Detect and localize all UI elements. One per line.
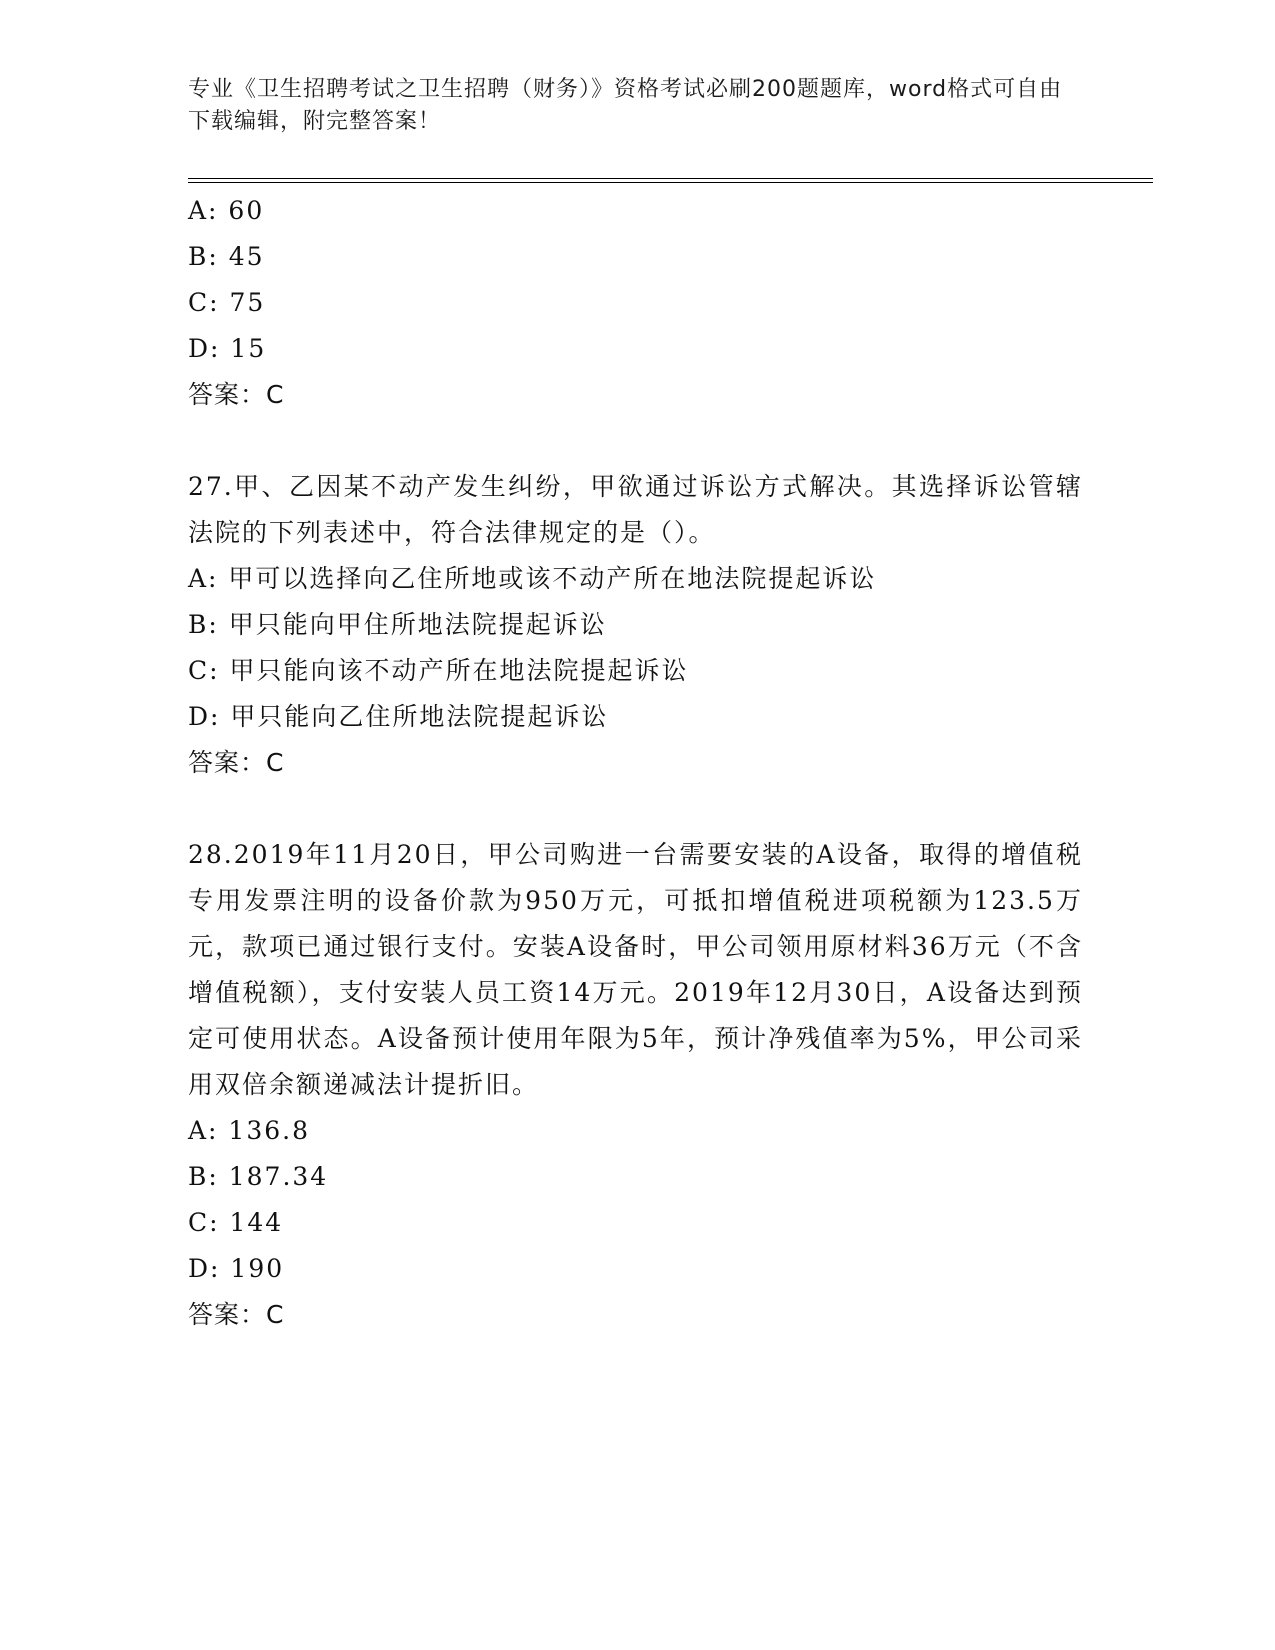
- document-body: [188, 188, 1088, 1338]
- option-c: C: 甲只能向该不动产所在地法院提起诉讼: [188, 656, 689, 685]
- question-27-block: [188, 464, 1088, 786]
- option-a: A: 60: [188, 196, 265, 225]
- question-stem: 28.2019年11月20日，甲公司购进一台需要安装的A设备，取得的增值税专用发票注明的设备价款为950万元，可抵扣增值税进项税额为123.5万元，款项已通过银行支付。安装A设备时，甲公司领用原材料36万元（不含增值税额），支付安装人员工资14万元。2019年12月30日，A设备达到预定可使用状态。A设备预计使用年限为5年，预计净残值率为5%，甲公司采用双倍余额递减法计提折旧。: [188, 840, 1083, 1099]
- answer-line: 答案：C: [188, 380, 285, 409]
- option-d: D: 甲只能向乙住所地法院提起诉讼: [188, 702, 609, 731]
- option-b: B: 甲只能向甲住所地法院提起诉讼: [188, 610, 607, 639]
- option-c: C: 75: [188, 288, 266, 317]
- page-header: 专业《卫生招聘考试之卫生招聘（财务）》资格考试必刷200题题库，word格式可自由下载编辑，附完整答案！: [188, 77, 1063, 134]
- option-d: D: 190: [188, 1254, 285, 1283]
- option-c: C: 144: [188, 1208, 284, 1237]
- header-divider: [188, 178, 1153, 183]
- option-b: B: 187.34: [188, 1162, 329, 1191]
- answer-line: 答案：C: [188, 1300, 285, 1329]
- question-26-block: [188, 188, 1088, 418]
- option-a: A: 甲可以选择向乙住所地或该不动产所在地法院提起诉讼: [188, 564, 877, 593]
- question-stem: 27.甲、乙因某不动产发生纠纷，甲欲通过诉讼方式解决。其选择诉讼管辖法院的下列表述中，符合法律规定的是（）。: [188, 472, 1083, 547]
- option-d: D: 15: [188, 334, 267, 363]
- option-b: B: 45: [188, 242, 265, 271]
- option-a: A: 136.8: [188, 1116, 310, 1145]
- question-28-block: [188, 832, 1088, 1338]
- answer-line: 答案：C: [188, 748, 285, 777]
